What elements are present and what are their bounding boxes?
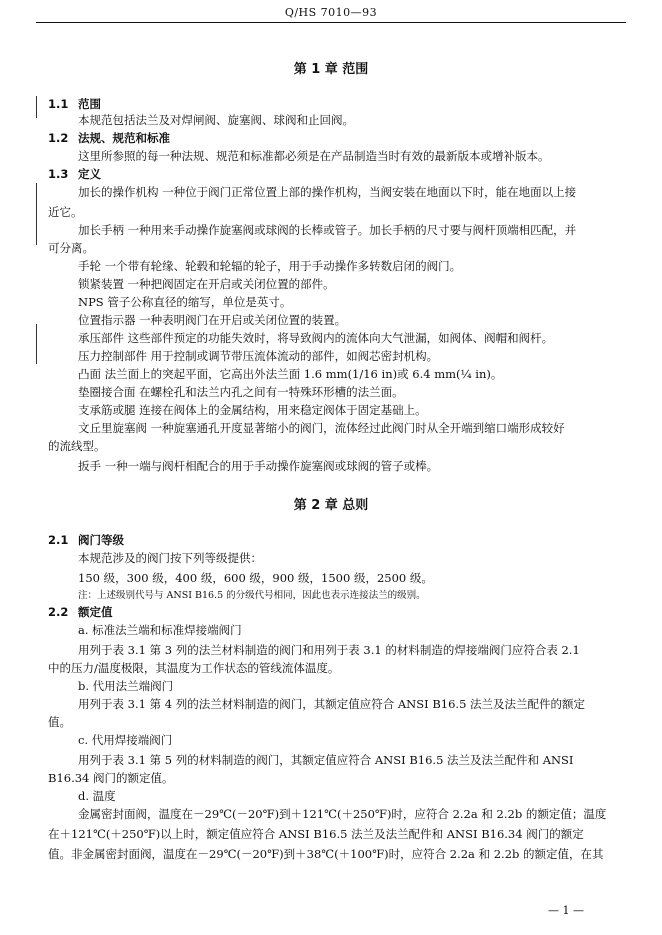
paragraph: 用列于表 3.1 第 4 列的法兰材料制造的阀门，其额定值应符合 ANSI B16.5 法兰及法兰配件的额定 — [78, 697, 586, 711]
definition-line: 锁紧装置 一种把阀固定在开启或关闭位置的部件。 — [78, 277, 335, 291]
subsection-title: a. 标准法兰端和标准焊接端阀门 — [78, 623, 242, 637]
paragraph: 这里所参照的每一种法规、规范和标准都必须是在产品制造当时有效的最新版本或增补版本。 — [78, 149, 550, 163]
subsection-title: c. 代用焊接端阀门 — [78, 733, 173, 747]
paragraph: 金属密封面阀，温度在－29℃(－20℉)到＋121℃(＋250℉)时，应符合 2.2a 和 2.2b 的额定值；温度 — [78, 807, 607, 821]
section-number: 1.2 — [48, 131, 69, 145]
section-1-1-heading — [48, 96, 101, 112]
section-number: 2.2 — [48, 605, 69, 619]
change-bar — [36, 183, 37, 245]
section-title: 法规、规范和标准 — [78, 131, 170, 145]
definition-line: 压力控制部件 用于控制或调节带压流体流动的部件，如阀芯密封机构。 — [78, 349, 439, 363]
definition-line: 可分离。 — [48, 241, 94, 255]
definition-line: 加长的操作机构 一种位于阀门正常位置上部的操作机构，当阀安装在地面以下时，能在地面以上接 — [78, 185, 577, 199]
definition-line: 位置指示器 一种表明阀门在开启或关闭位置的装置。 — [78, 313, 347, 327]
page-header: Q/HS 7010—93 — [284, 6, 378, 19]
paragraph: 用列于表 3.1 第 5 列的材料制造的阀门，其额定值应符合 ANSI B16.5 法兰及法兰配件和 ANSI — [78, 753, 574, 767]
definition-line: 承压部件 这些部件预定的功能失效时，将导致阀内的流体向大气泄漏，如阀体、阀帽和阀杆。 — [78, 331, 554, 345]
paragraph: 用列于表 3.1 第 3 列的法兰材料制造的阀门和用列于表 3.1 的材料制造的焊接端阀门应符合表 2.1 — [78, 643, 580, 657]
page-number: — 1 — — [548, 904, 584, 917]
chapter-2-title: 第 2 章 总则 — [293, 498, 369, 513]
paragraph: 本规范包括法兰及对焊闸阀、旋塞阀、球阀和止回阀。 — [78, 113, 354, 127]
note: 注：上述级别代号与 ANSI B16.5 的分级代号相同，因此也表示连接法兰的级别。 — [78, 590, 426, 601]
paragraph: 中的压力/温度极限，其温度为工作状态的管线流体温度。 — [48, 661, 340, 675]
subsection-title: b. 代用法兰端阀门 — [78, 679, 174, 693]
change-bar — [36, 96, 37, 118]
header-rule — [36, 22, 626, 23]
section-2-2-heading — [48, 604, 113, 620]
definition-line: NPS 管子公称直径的缩写，单位是英寸。 — [78, 295, 292, 309]
section-title: 额定值 — [78, 605, 113, 619]
definition-line: 近它。 — [48, 205, 83, 219]
paragraph: 150 级，300 级，400 级，600 级，900 级，1500 级，2500 级。 — [78, 571, 433, 585]
section-2-1-heading — [48, 532, 124, 548]
definition-line: 支承筋或腿 连接在阀体上的金属结构，用来稳定阀体于固定基础上。 — [78, 403, 427, 417]
section-number: 2.1 — [48, 533, 69, 547]
section-title: 范围 — [78, 97, 101, 111]
change-bar — [36, 324, 37, 364]
section-number: 1.1 — [48, 97, 69, 111]
section-title: 阀门等级 — [78, 533, 124, 547]
definition-line: 扳手 一种一端与阀杆相配合的用于手动操作旋塞阀或球阀的管子或棒。 — [78, 459, 439, 473]
section-1-2-heading — [48, 130, 170, 146]
paragraph: B16.34 阀门的额定值。 — [48, 771, 174, 785]
section-number: 1.3 — [48, 167, 69, 181]
paragraph: 值。非金属密封面阀，温度在－29℃(－20℉)到＋38℃(＋100℉)时，应符合 2.2a 和 2.2b 的额定值，在其 — [48, 847, 604, 861]
subsection-title: d. 温度 — [78, 789, 116, 803]
paragraph: 本规范涉及的阀门按下列等级提供： — [78, 551, 262, 565]
paragraph: 值。 — [48, 715, 71, 729]
section-title: 定义 — [78, 167, 101, 181]
definition-line: 文丘里旋塞阀 一种旋塞通孔开度显著缩小的阀门，流体经过此阀门时从全开端到缩口端形成较好 — [78, 421, 565, 435]
paragraph: 在＋121℃(＋250℉)以上时，额定值应符合 ANSI B16.5 法兰及法兰配件和 ANSI B16.34 阀门的额定 — [48, 827, 584, 841]
definition-line: 加长手柄 一种用来手动操作旋塞阀或球阀的长棒或管子。加长手柄的尺寸要与阀杆顶端相匹配，并 — [78, 223, 577, 237]
chapter-1-title: 第 1 章 范围 — [293, 62, 369, 77]
definition-line: 手轮 一个带有轮缘、轮毂和轮辐的轮子，用于手动操作多转数启闭的阀门。 — [78, 259, 462, 273]
definition-line: 垫圈接合面 在螺栓孔和法兰内孔之间有一特殊环形槽的法兰面。 — [78, 385, 404, 399]
definition-line: 凸面 法兰面上的突起平面，它高出外法兰面 1.6 mm(1/16 in)或 6.4 mm(¼ in)。 — [78, 367, 503, 381]
section-1-3-heading — [48, 166, 101, 182]
definition-line: 的流线型。 — [48, 439, 106, 453]
